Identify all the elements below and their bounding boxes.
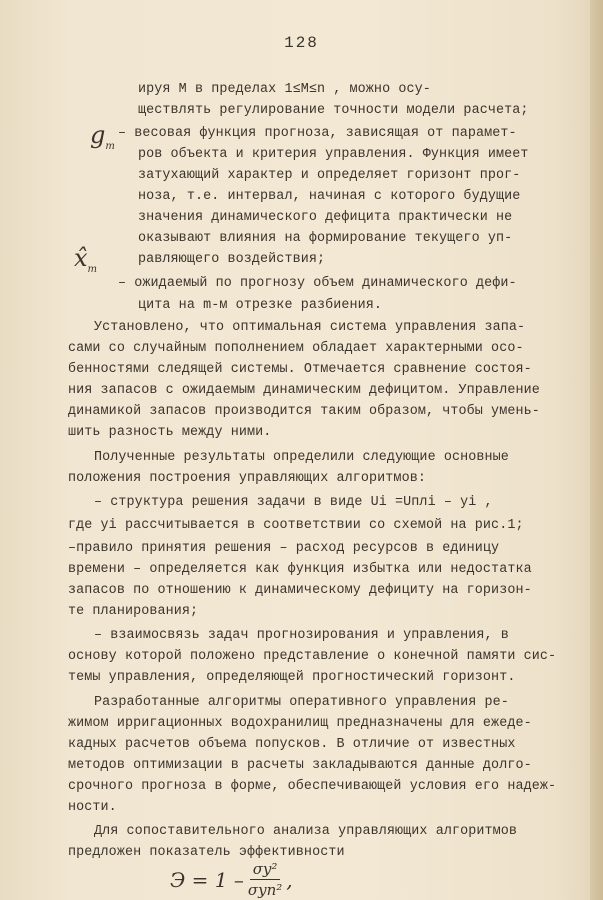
text-line: те планирования; bbox=[68, 604, 199, 619]
text-line: – ожидаемый по прогнозу объем динамического дефи- bbox=[118, 276, 517, 291]
text-line: срочного прогноза в форме, обеспечивающей условия его надеж- bbox=[68, 779, 557, 794]
text-line: –правило принятия решения – расход ресурсов в единицу bbox=[68, 541, 500, 556]
text-line: сами со случайным пополнением обладает характерными осо- bbox=[68, 341, 524, 356]
symbol-x-hat-m: $x̂_m$ bbox=[74, 244, 98, 275]
text-line: ществлять регулирование точности модели расчета; bbox=[138, 103, 529, 118]
text-line: темы управления, определяющей прогностический горизонт. bbox=[68, 670, 516, 685]
text-line: ров объекта и критерия управления. Функция имеет bbox=[138, 147, 529, 162]
text-line: ния запасов с ожидаемым динамическим дефицитом. Управление bbox=[68, 383, 540, 398]
text-line: динамикой запасов производится таким образом, чтобы умень- bbox=[68, 404, 540, 419]
text-line: равляющего воздействия; bbox=[138, 252, 326, 267]
text-line: где yi рассчитывается в соответствии со схемой на рис.1; bbox=[68, 518, 524, 533]
text-line: Разработанные алгоритмы оперативного управления ре- bbox=[94, 695, 509, 710]
formula-numerator: σy² bbox=[250, 860, 281, 880]
text-line: ности. bbox=[68, 800, 117, 815]
text-line: шить разность между ними. bbox=[68, 425, 272, 440]
text-line: – взаимосвязь задач прогнозирования и управления, в bbox=[94, 628, 509, 643]
text-line: ируя M в пределах 1≤M≤n , можно осу- bbox=[138, 82, 431, 97]
text-line: – весовая функция прогноза, зависящая от парамет- bbox=[118, 126, 517, 141]
text-line: затухающий характер и определяет горизонт прог- bbox=[138, 168, 521, 183]
formula-fraction bbox=[248, 860, 282, 899]
page-number: 128 bbox=[284, 34, 319, 52]
page-edge bbox=[590, 0, 603, 900]
formula-denominator: σyп² bbox=[247, 881, 283, 899]
text-line: ноза, т.е. интервал, начиная с которого будущие bbox=[138, 189, 521, 204]
text-line: положения построения управляющих алгоритмов: bbox=[68, 471, 426, 486]
formula-tail: , bbox=[286, 867, 293, 892]
text-line: запасов по отношению к динамическому дефициту на горизон- bbox=[68, 583, 532, 598]
text-line: оказывают влияния на формирование текущего уп- bbox=[138, 231, 513, 246]
text-line: основу которой положено представление о конечной памяти сис- bbox=[68, 649, 557, 664]
text-line: методов оптимизации в расчеты закладываются данные долго- bbox=[68, 758, 532, 773]
text-line: – структура решения задачи в виде Ui =Uплi – yi , bbox=[94, 495, 493, 510]
text-line: Для сопоставительного анализа управляющих алгоритмов bbox=[94, 824, 518, 839]
text-line: бенностями следящей системы. Отмечается сравнение состоя- bbox=[68, 362, 532, 377]
text-line: жимом ирригационных водохранилищ предназначены для ежеде- bbox=[68, 716, 532, 731]
text-line: кадных расчетов объема попусков. В отличие от известных bbox=[68, 737, 516, 752]
text-line: Установлено, что оптимальная система управления запа- bbox=[94, 320, 526, 335]
text-line: Полученные результаты определили следующие основные bbox=[94, 450, 509, 465]
text-line: цита на m-м отрезке разбиения. bbox=[138, 298, 383, 313]
formula-lhs: Э = 1 – bbox=[170, 867, 244, 892]
text-line: времени – определяется как функция избытка или недостатка bbox=[68, 562, 532, 577]
text-line: предложен показатель эффективности bbox=[68, 845, 345, 860]
text-line: значения динамического дефицита практически не bbox=[138, 210, 513, 225]
symbol-g-m: $g_m$ bbox=[90, 121, 115, 152]
efficiency-formula bbox=[170, 860, 293, 899]
